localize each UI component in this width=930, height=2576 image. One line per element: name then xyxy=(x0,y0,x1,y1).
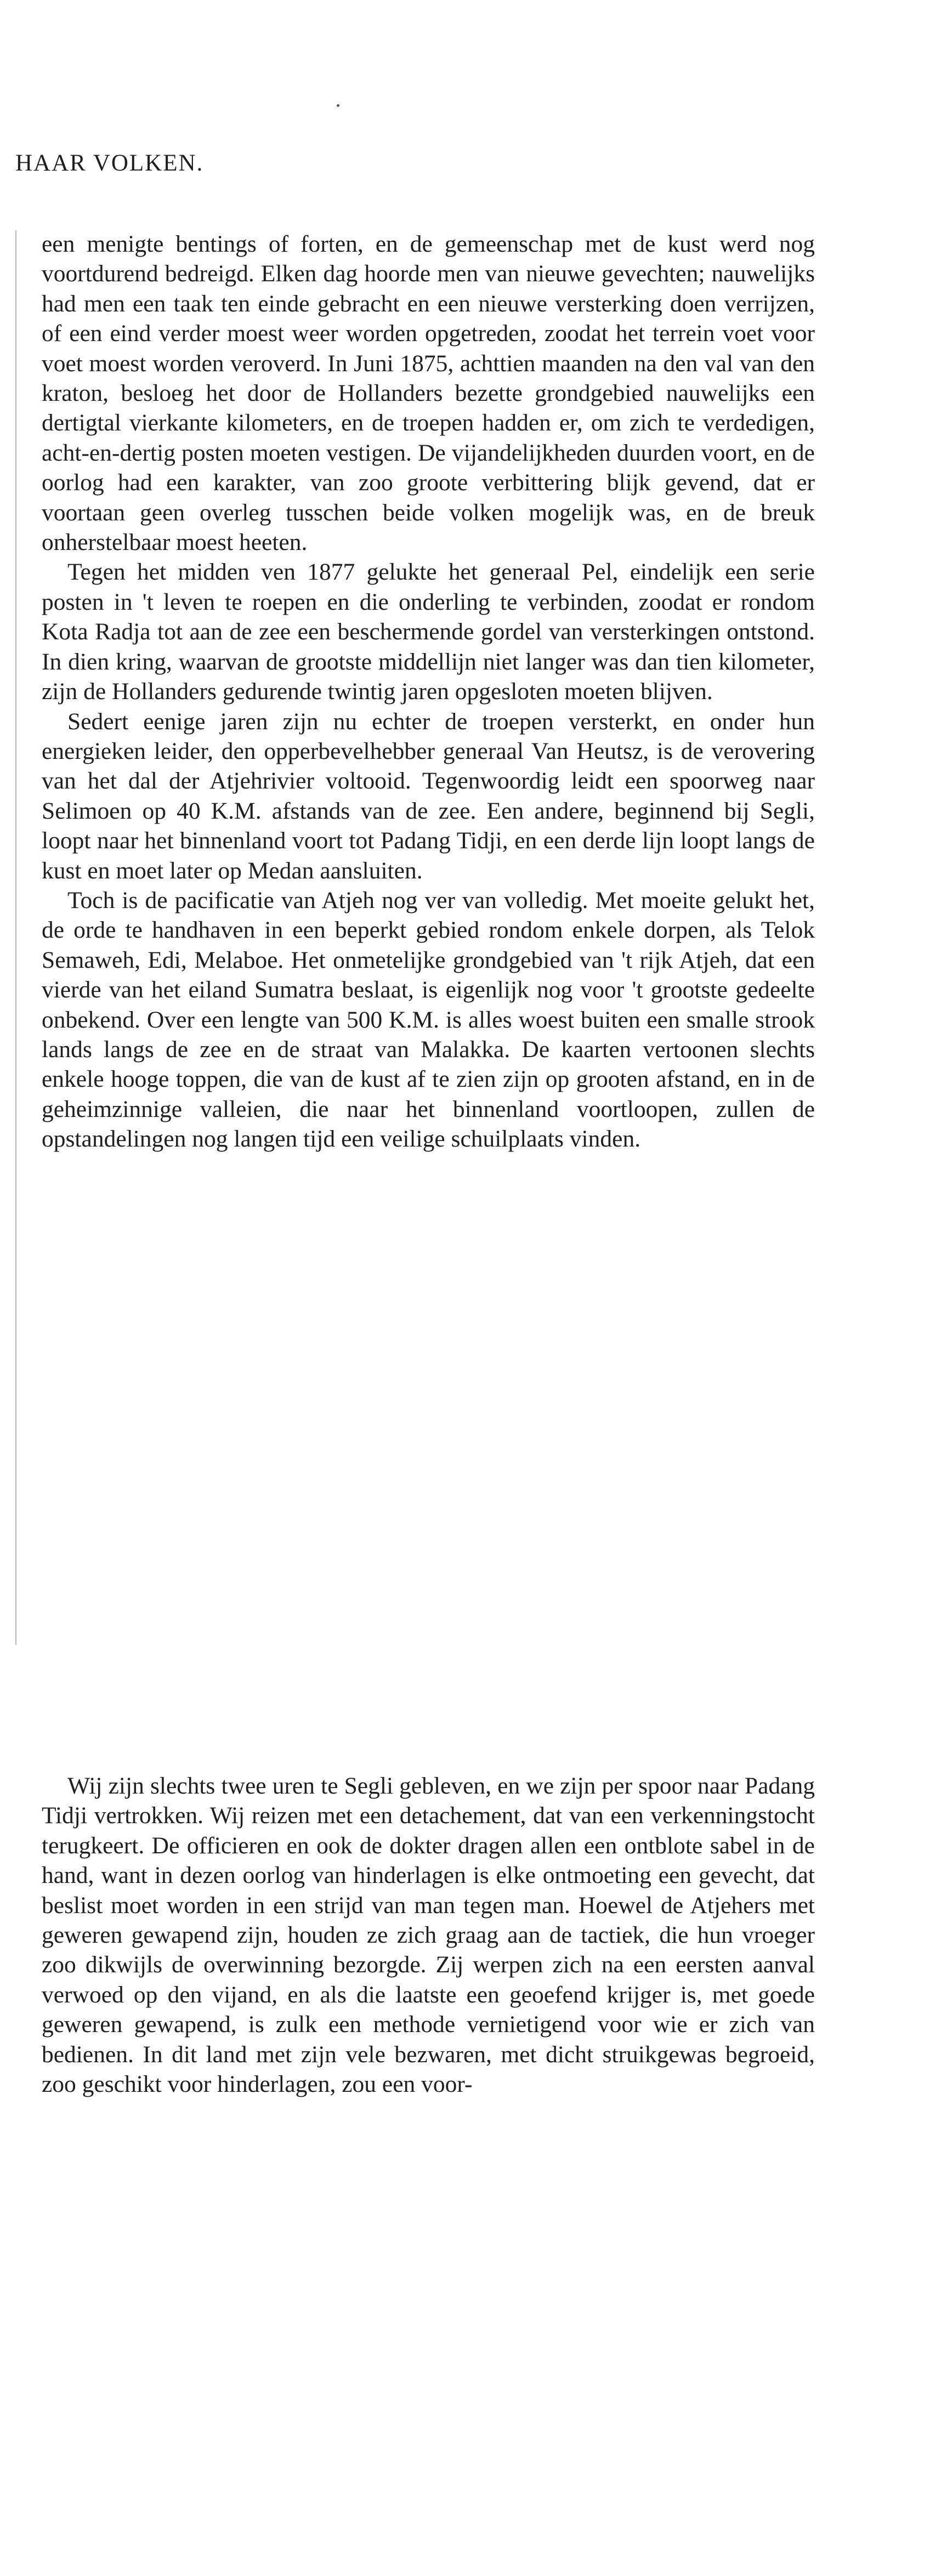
left-margin-rule xyxy=(15,230,16,1645)
running-head: HAAR VOLKEN. xyxy=(15,150,204,176)
paragraph-segli-journey: Wij zijn slechts twee uren te Segli gebleven, en we zijn per spoor naar Padang Tidji vertrokken. Wij reizen met een detachement, dat van een verkenningstocht terugkeert. De officieren en ook de dokter dragen allen een ontblote sabel in de hand, want in dezen oorlog van hinderlagen is elke ontmoeting een gevecht, dat beslist moet worden in een strijd van man tegen man. Hoewel de Atjehers met geweren gewapend zijn, houden ze zich graag aan de tactiek, die hun vroeger zoo dikwijls de overwinning bezorgde. Zij werpen zich na een eersten aanval verwoed op den vijand, en als die laatste een geoefend krijger is, met goede geweren gewapend, is zulk een methode vernietigend voor wie er zich van bedienen. In dit land met zijn vele bezwaren, met dicht struikgewas begroeid, zoo geschikt voor hinderlagen, zou een voor- xyxy=(42,1773,815,2098)
paragraph-van-heutsz: Sedert eenige jaren zijn nu echter de troepen versterkt, en onder hun energieken leider, den opperbevelhebber generaal Van Heutsz, is de verovering van het dal der Atjehrivier voltooid. Tegenwoordig leidt een spoorweg naar Selimoen op 40 K.M. afstands van de zee. Een andere, beginnend bij Segli, loopt naar het binnenland voort tot Padang Tidji, en een derde lijn loopt langs de kust en moet later op Medan aansluiten. xyxy=(42,708,815,884)
paragraph-pacificatie: Toch is de pacificatie van Atjeh nog ver van volledig. Met moeite gelukt het, de orde te handhaven in een beperkt gebied rondom enkele dorpen, als Telok Semaweh, Edi, Melaboe. Het onmetelijke grondgebied van 't rijk Atjeh, dat een vierde van het eiland Sumatra beslaat, is eigenlijk nog voor 't grootste gedeelte onbekend. Over een lengte van 500 K.M. is alles woest buiten een smalle strook lands langs de zee en de straat van Malakka. De kaarten vertoonen slechts enkele hooge toppen, die van de kust af te zien zijn op grooten afstand, en in de geheimzinnige valleien, die naar het binnenland voortloopen, zullen de opstandelingen nog langen tijd een veilige schuilplaats vinden. xyxy=(42,887,815,1153)
text-section-second xyxy=(42,1771,815,2099)
paragraph-continued: een menigte bentings of forten, en de gemeenschap met de kust werd nog voortdurend bedreigd. Elken dag hoorde men van nieuwe gevechten; nauwelijks had men een taak ten einde gebracht en een nieuwe versterking doen verrijzen, of een eind verder moest weer worden opgetreden, zoodat het terrein voet voor voet moest worden veroverd. In Juni 1875, achttien maanden na den val van den kraton, besloeg het door de Hollanders bezette grondgebied nauwelijks een dertigtal vierkante kilometers, en de troepen hadden er, om zich te verdedigen, acht-en-dertig posten moeten vestigen. De vijandelijkheden duurden voort, en de oorlog had een karakter, van zoo groote verbittering blijk gevend, dat er voortaan geen overleg tusschen beide volken mogelijk was, en de breuk onherstelbaar moest heeten. xyxy=(42,231,815,556)
text-section-first xyxy=(42,229,815,1154)
print-speck xyxy=(337,104,339,107)
paragraph-generaal-pel: Tegen het midden ven 1877 gelukte het generaal Pel, eindelijk een serie posten in 't leven te roepen en die onderling te verbinden, zoodat er rondom Kota Radja tot aan de zee een beschermende gordel van versterkingen ontstond. In dien kring, waarvan de grootste middellijn niet langer was dan tien kilometer, zijn de Hollanders gedurende twintig jaren opgesloten moeten blijven. xyxy=(42,559,815,705)
